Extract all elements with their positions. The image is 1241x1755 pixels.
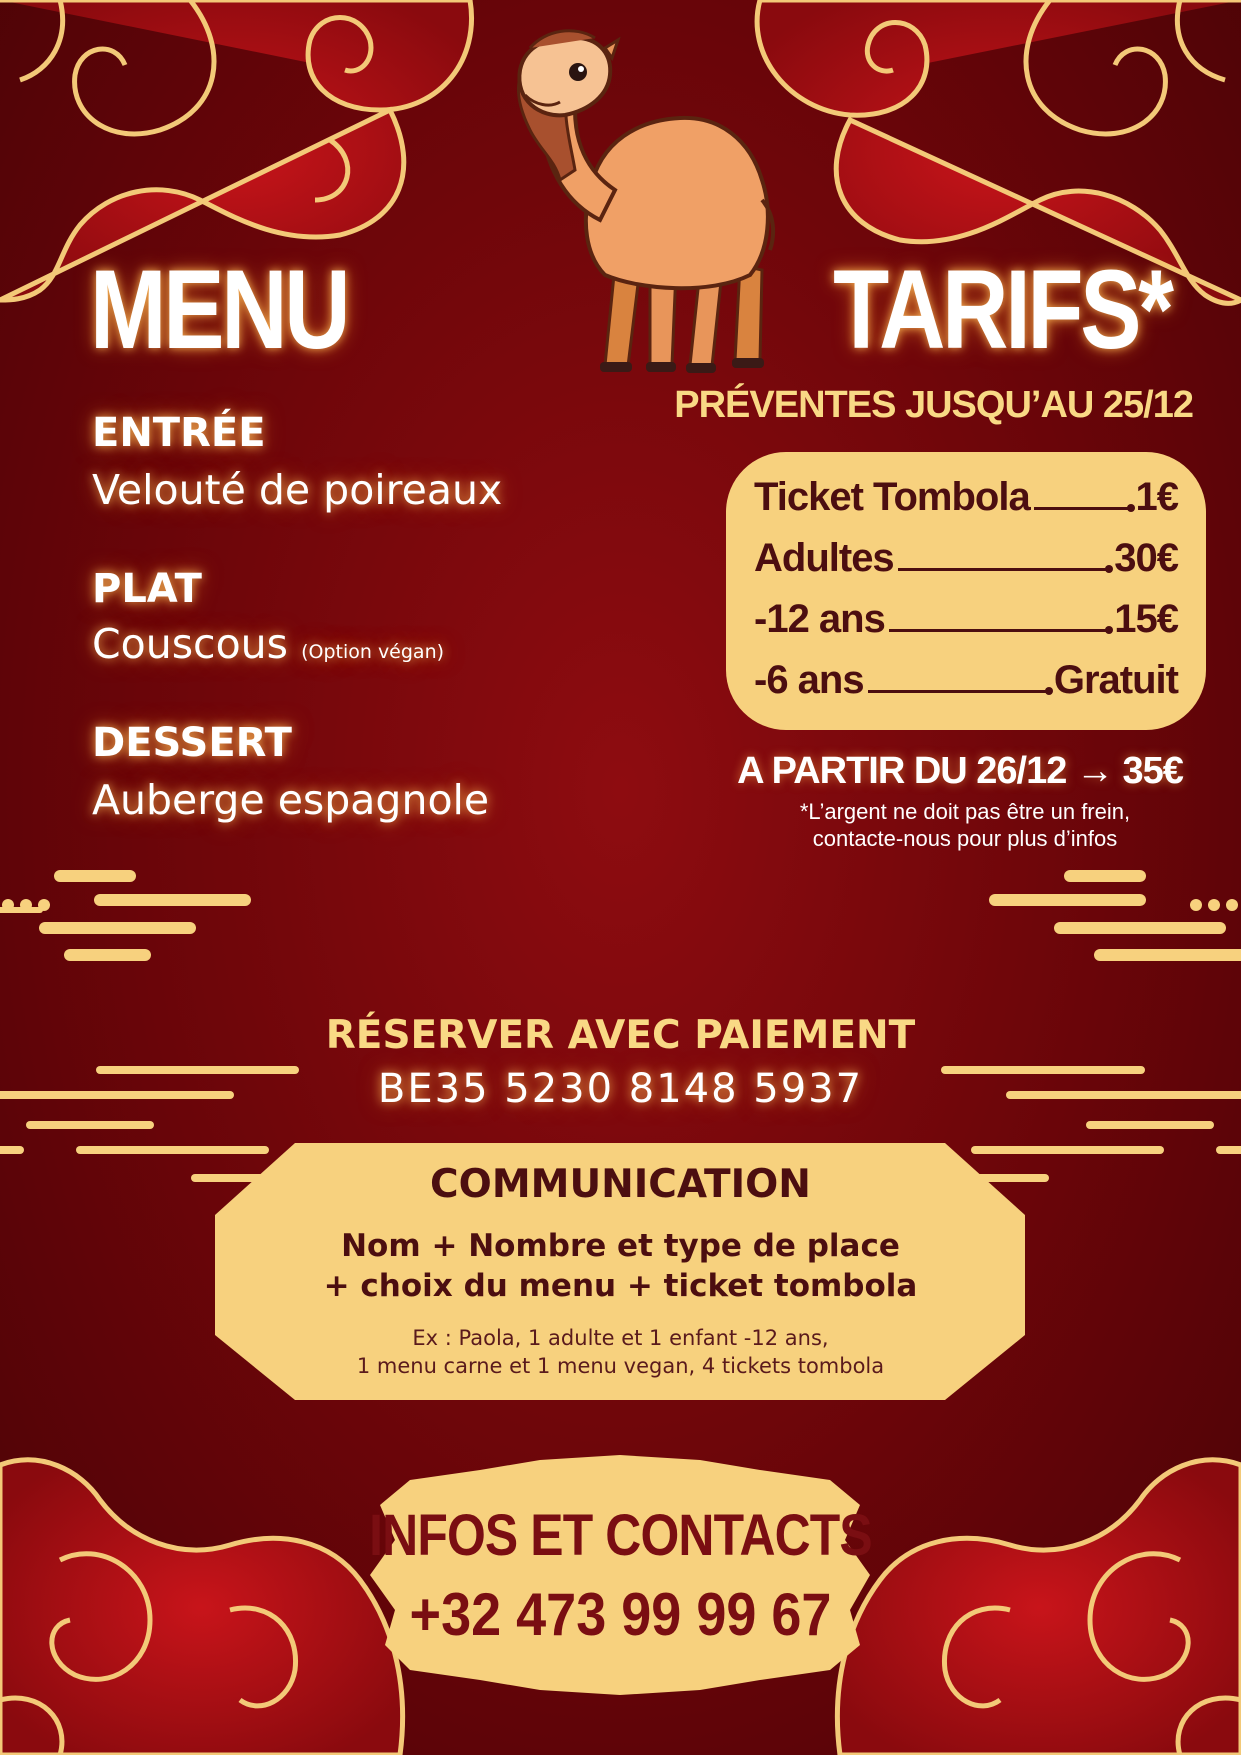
price-list xyxy=(726,452,1206,730)
course-dish-plat xyxy=(92,620,444,668)
communication-example: 1 menu carne et 1 menu vegan, 4 tickets tombola xyxy=(356,1354,885,1378)
cloud-stripe-ornament-right xyxy=(995,876,1241,955)
regular-price-note: A PARTIR DU 26/12 → 35€ xyxy=(737,750,1183,792)
presale-deadline: PRÉVENTES JUSQU’AU 25/12 xyxy=(674,384,1193,426)
contact-title: INFOS ET CONTACTS xyxy=(369,1503,872,1568)
price-row-6-ans xyxy=(754,653,1178,703)
course-label-plat: PLAT xyxy=(92,566,202,612)
course-dish-entree: Velouté de poireaux xyxy=(92,466,503,514)
price-row-adultes xyxy=(754,531,1178,581)
cloud-stripe-dots-right xyxy=(1190,899,1238,911)
course-label-dessert: DESSERT xyxy=(92,720,292,766)
price-label: -12 ans xyxy=(754,597,885,641)
price-footnote xyxy=(730,798,1200,852)
course-note-plat: (Option végan) xyxy=(301,641,445,663)
menu-title: MENU xyxy=(90,247,348,372)
communication-title: COMMUNICATION xyxy=(430,1162,811,1207)
reservation-title: RÉSERVER AVEC PAIEMENT xyxy=(325,1013,916,1058)
price-label: Ticket Tombola xyxy=(754,475,1030,519)
price-label: -6 ans xyxy=(754,658,864,702)
footnote-line: *L’argent ne doit pas être un frein, xyxy=(799,799,1131,824)
communication-line: + choix du menu + ticket tombola xyxy=(323,1268,918,1304)
tarifs-title: TARIFS* xyxy=(833,247,1171,372)
course-dish-plat-name: Couscous xyxy=(92,620,289,668)
communication-line: Nom + Nombre et type de place xyxy=(341,1228,900,1264)
price-leader xyxy=(1034,507,1132,510)
infos-panel xyxy=(370,1455,870,1695)
cloud-stripe-ornament-left xyxy=(0,876,245,955)
price-leader xyxy=(889,629,1110,632)
price-leader xyxy=(868,690,1050,693)
price-value: 30€ xyxy=(1114,536,1178,580)
price-row-ticket-tombola xyxy=(754,470,1178,520)
cloud-stripe-dots-left xyxy=(2,899,50,911)
course-label-entree: ENTRÉE xyxy=(92,410,266,456)
price-value: Gratuit xyxy=(1053,658,1178,702)
footnote-line: contacte-nous pour plus d’infos xyxy=(812,826,1118,851)
price-value: 1€ xyxy=(1135,475,1178,519)
price-row-12-ans xyxy=(754,592,1178,642)
camel-illustration xyxy=(518,31,773,373)
price-value: 15€ xyxy=(1114,597,1178,641)
communication-example: Ex : Paola, 1 adulte et 1 enfant -12 ans, xyxy=(412,1326,829,1350)
price-label: Adultes xyxy=(754,536,894,580)
price-leader xyxy=(898,568,1111,571)
iban-number: BE35 5230 8148 5937 xyxy=(377,1066,864,1112)
course-dish-dessert: Auberge espagnole xyxy=(92,776,490,824)
contact-phone: +32 473 99 99 67 xyxy=(409,1581,832,1648)
